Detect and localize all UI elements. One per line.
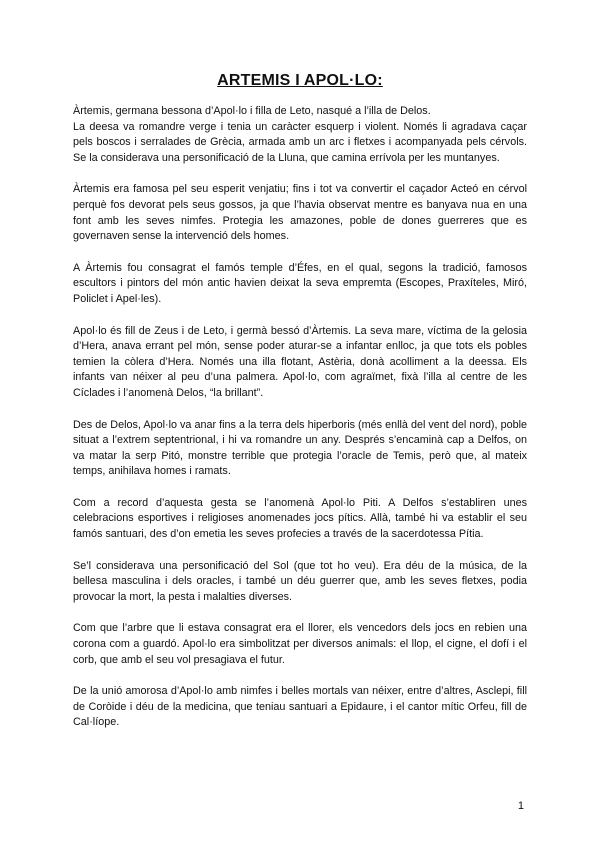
paragraph-6 bbox=[73, 496, 527, 543]
paragraph-1 bbox=[73, 104, 527, 166]
paragraph-1-line-1: Àrtemis, germana bessona d’Apol·lo i filla de Leto, nasqué a l’illa de Delos. bbox=[73, 105, 431, 117]
paragraph-4-text: Apol·lo és fill de Zeus i de Leto, i germà bessó d’Àrtemis. La seva mare, víctima de la gelosia d’Hera, anava errant pel món, sense poder aturar-se a infantar enlloc, ja que tots els pobles temien la còlera d’Hera. Només una illa flotant, Astèria, donà acolliment a la deessa. Els infants van néixer al peu d’una palmera. Apol·lo, com agraïmet, fixà l’illa al centre de les Cíclades i l’anomenà Delos, “la brillant”. bbox=[73, 324, 527, 399]
paragraph-1-line-2: La deesa va romandre verge i tenia un caràcter esquerp i violent. Només li agradava caçar pels boscos i serralades de Grècia, armada amb un arc i fletxes i acompanyada pels cérvols. Se la considerava una personificació de la Lluna, que camina errívola per les muntanyes. bbox=[73, 120, 527, 164]
paragraph-2 bbox=[73, 182, 527, 244]
paragraph-3-text: A Àrtemis fou consagrat el famós temple d’Éfes, en el qual, segons la tradició, famosos escultors i pintors del món antic havien deixat la seva empremta (Escopes, Praxíteles, Miró, Policlet i Apel·les). bbox=[73, 261, 527, 305]
page-number: 1 bbox=[517, 800, 524, 812]
paragraph-7-text: Se’l considerava una personificació del Sol (que tot ho veu). Era déu de la música, de la bellesa masculina i dels oracles, i també un déu guerrer que, amb les seves fletxes, podia provocar la mort, la pesta i malalties diverses. bbox=[73, 559, 527, 603]
paragraph-3 bbox=[73, 261, 527, 308]
paragraph-9-text: De la unió amorosa d’Apol·lo amb nimfes i belles mortals van néixer, entre d’altres, Asclepi, fill de Coròide i déu de la medicina, que teniau santuari a Epidaure, i el cantor mític Orfeu, fill de Cal·líope. bbox=[73, 685, 527, 729]
paragraph-5-text: Des de Delos, Apol·lo va anar fins a la terra dels hiperboris (més enllà del vent del nord), poble situat a l’extrem septentrional, i hi va romandre un any. Després s’encaminà cap a Delfos, on va matar la serp Pitó, monstre terrible que protegia l’oracle de Temis, però que, al mateix temps, anihilava homes i ramats. bbox=[73, 418, 527, 478]
paragraph-7 bbox=[73, 559, 527, 606]
paragraph-9 bbox=[73, 684, 527, 731]
paragraph-5 bbox=[73, 418, 527, 480]
paragraph-4 bbox=[73, 324, 527, 402]
document-title: ARTEMIS I APOL·LO: bbox=[217, 72, 383, 89]
document-body bbox=[73, 104, 527, 747]
paragraph-8-text: Com que l’arbre que li estava consagrat era el llorer, els vencedors dels jocs en rebien una corona com a guardó. Apol·lo era simbolitzat per diversos animals: el llop, el cigne, el dofí i el corb, que amb el seu vol presagiava el futur. bbox=[73, 622, 527, 666]
paragraph-6-text: Com a record d’aquesta gesta se l’anomenà Apol·lo Piti. A Delfos s’establiren unes celebracions esportives i religioses anomenades jocs pítics. Allà, també hi va establir el seu famós santuari, des d’on emetia les seves profecies a través de la sacerdotessa Pítia. bbox=[73, 496, 527, 541]
paragraph-2-text: Àrtemis era famosa pel seu esperit venjatiu; fins i tot va convertir el caçador Acteó en cérvol perquè fos devorat pels seus gossos, ja que l’havia observat mentre es banyava nua en una font amb les seves nimfes. Protegia les amazones, poble de dones guerreres que es governaven sense la intervenció dels homes. bbox=[73, 183, 527, 243]
paragraph-8 bbox=[73, 621, 527, 668]
